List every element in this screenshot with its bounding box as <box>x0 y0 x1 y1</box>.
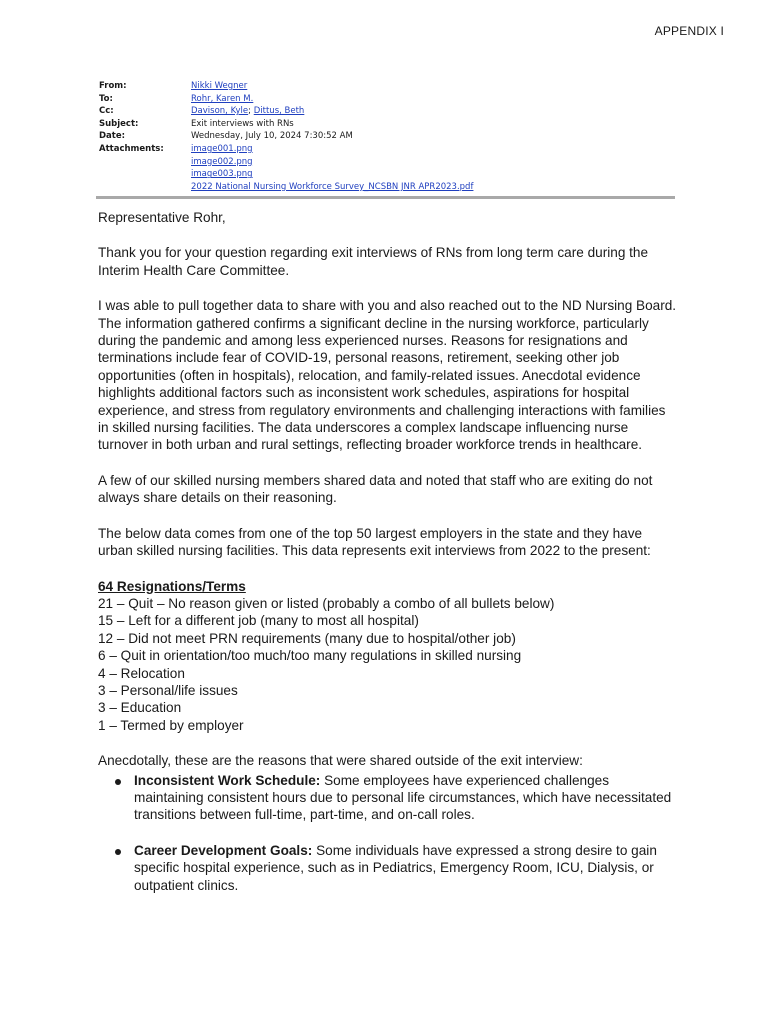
bullet-dot-icon <box>115 849 121 855</box>
bullet-item <box>134 842 678 894</box>
cc-link-1[interactable]: Davison, Kyle <box>191 106 249 117</box>
to-label: To: <box>99 93 113 104</box>
attachment-link[interactable]: image002.png <box>191 156 253 167</box>
bullet-title: Inconsistent Work Schedule: <box>134 772 321 788</box>
bullet-title: Career Development Goals: <box>134 842 313 858</box>
to-row <box>99 93 473 106</box>
header-divider <box>96 196 675 199</box>
reason-item: 6 – Quit in orientation/too much/too many regulations in skilled nursing <box>98 648 522 664</box>
reason-item: 21 – Quit – No reason given or listed (probably a combo of all bullets below) <box>98 595 555 611</box>
cc-link-2[interactable]: Dittus, Beth <box>253 106 305 117</box>
anecdotal-intro: Anecdotally, these are the reasons that were shared outside of the exit interview: <box>98 753 583 769</box>
cc-separator: ; <box>248 106 254 117</box>
bullet-text: Some employees have experienced challenges maintaining consistent hours due to personal life circumstances, which have necessitated transitions between full-time, part-time, and on-call roles. <box>134 772 672 823</box>
bullet-text: Some individuals have expressed a strong desire to gain specific hospital experience, such as in Pediatrics, Emergency Room, ICU, Dialysis, or outpatient clinics. <box>134 842 657 893</box>
attachment-link[interactable]: 2022 National Nursing Workforce Survey_NCSBN JNR APR2023.pdf <box>191 181 474 192</box>
subject-label: Subject: <box>99 118 139 129</box>
paragraph: Thank you for your question regarding exit interviews of RNs from long term care during the Interim Health Care Committee. <box>98 245 649 278</box>
paragraph: I was able to pull together data to share with you and also reached out to the ND Nursing Board. The information gathered confirms a significant decline in the nursing workforce, particularly during the pandemic and among less experienced nurses. Reasons for resignations and terminations include fear of COVID-19, personal reasons, retirement, seeking other job opportunities (often in hospitals), relocation, and family-related issues. Anecdotal evidence highlights additional factors such as inconsistent work schedules, aspirations for hospital experience, and stress from regulatory environments and challenging interactions with families in skilled nursing facilities. The data underscores a complex landscape influencing nurse turnover in both urban and rural settings, reflecting broader workforce trends in healthcare. <box>98 298 677 453</box>
reasons-section <box>98 578 678 735</box>
reason-item: 3 – Personal/life issues <box>98 682 238 698</box>
to-link[interactable]: Rohr, Karen M. <box>191 93 254 104</box>
cc-label: Cc: <box>99 106 114 117</box>
reason-item: 12 – Did not meet PRN requirements (many due to hospital/other job) <box>98 630 516 646</box>
subject-row <box>99 118 473 131</box>
reason-item: 4 – Relocation <box>98 665 185 681</box>
subject-value: Exit interviews with RNs <box>191 118 294 129</box>
attachments-label: Attachments: <box>99 143 164 154</box>
cc-row <box>99 105 473 118</box>
appendix-label: APPENDIX I <box>654 24 724 38</box>
paragraph: A few of our skilled nursing members shared data and noted that staff who are exiting do not always share details on their reasoning. <box>98 472 653 506</box>
salutation: Representative Rohr, <box>98 210 226 225</box>
from-link[interactable]: Nikki Wegner <box>191 81 248 91</box>
email-body <box>98 209 678 912</box>
paragraph: The below data comes from one of the top 50 largest employers in the state and they have urban skilled nursing facilities. This data represents exit interviews from 2022 to the present: <box>98 525 651 559</box>
attachment-link[interactable]: image001.png <box>191 143 253 154</box>
attachments-row <box>99 143 473 193</box>
date-row <box>99 130 473 143</box>
from-row <box>99 80 473 93</box>
reason-item: 3 – Education <box>98 700 182 716</box>
bullet-item <box>134 772 678 824</box>
date-label: Date: <box>99 131 126 142</box>
anecdotal-list <box>98 772 678 894</box>
reason-item: 1 – Termed by employer <box>98 717 244 733</box>
from-label: From: <box>99 81 127 91</box>
reason-item: 15 – Left for a different job (many to most all hospital) <box>98 613 419 629</box>
attachment-link[interactable]: image003.png <box>191 169 253 180</box>
date-value: Wednesday, July 10, 2024 7:30:52 AM <box>191 131 353 142</box>
section-title: 64 Resignations/Terms <box>98 578 246 594</box>
bullet-dot-icon <box>115 779 121 785</box>
email-header <box>99 80 473 193</box>
